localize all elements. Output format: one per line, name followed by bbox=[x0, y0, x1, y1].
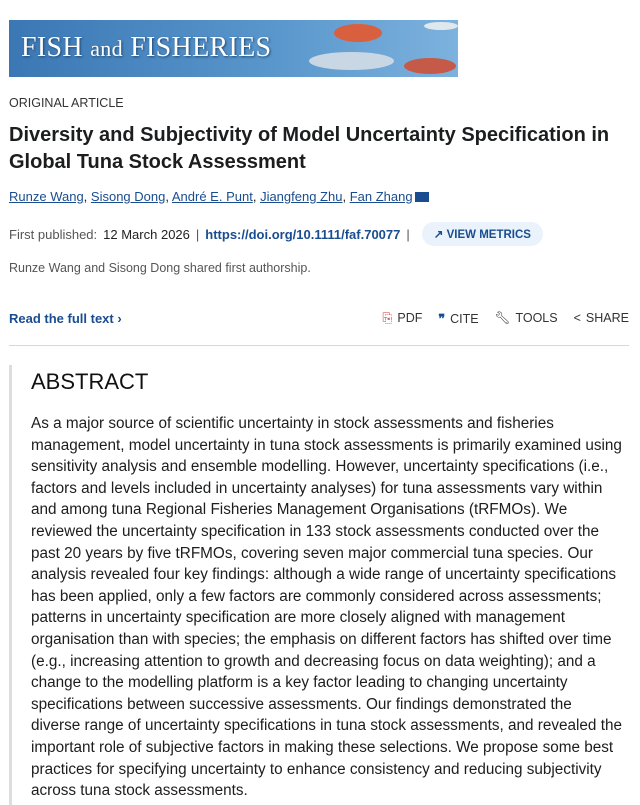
author-link[interactable]: André E. Punt bbox=[171, 189, 253, 204]
authorship-note: Runze Wang and Sisong Dong shared first authorship. bbox=[9, 261, 311, 275]
article-title: Diversity and Subjectivity of Model Uncertainty Specification in Global Tuna Stock Assessment bbox=[9, 124, 610, 173]
abstract-text: As a major source of scientific uncertainty in stock assessments and fisheries management, model uncertainty in tuna stock assessments is primarily examined using sensitivity analysis and ensemble modelling. However, uncertainty specifications (i.e., factors and levels included in uncertainty analyses) for tuna assessments vary within and among tuna Regional Fisheries Management Organisations (tRFMOs). We reviewed the uncertainty specification in 133 stock assessments conducted over the past 20 years by five tRFMOs, covering seven major commercial tuna species. Our analysis revealed four key findings: although a wide range of uncertainty specifications has been applied, only a few factors are commonly considered across assessments; patterns in uncertainty specification are more closely aligned with management organisation than with species; the emphasis on different factors has shifted over time (e.g., increasing attention to growth and decreasing focus on data weighting); and a change to the modelling platform is a key factor leading to changing uncertainty specifications between successive assessments. Our findings demonstrated the diverse range of uncertainty specifications in tuna stock assessments, and revealed the important role of subjective factors in making these selections. We propose some best practices for specifying uncertainty to enhance consistency and reducing subjectivity across tuna stock assessments. bbox=[31, 415, 622, 800]
pdf-icon: ⎘ bbox=[382, 311, 393, 325]
read-full-text-link[interactable]: Read the full text › bbox=[9, 311, 122, 326]
abstract-heading: ABSTRACT bbox=[31, 369, 149, 394]
fish-illustration bbox=[334, 24, 382, 42]
divider bbox=[9, 345, 629, 346]
trending-up-icon: ↗ bbox=[433, 229, 444, 241]
fish-illustration bbox=[424, 22, 458, 30]
published-label: First published: bbox=[9, 226, 98, 242]
view-metrics-button[interactable] bbox=[422, 222, 543, 246]
publication-info bbox=[9, 222, 543, 246]
email-icon[interactable] bbox=[415, 192, 429, 202]
share-button[interactable]: < SHARE bbox=[573, 311, 629, 325]
published-date: 12 March 2026 bbox=[103, 226, 190, 242]
wrench-icon: 🔧︎ bbox=[494, 311, 511, 325]
journal-logo: FISH and FISHERIES bbox=[21, 32, 272, 63]
pdf-button[interactable]: ⎘ PDF bbox=[382, 311, 423, 325]
fish-illustration bbox=[404, 58, 456, 74]
cite-button[interactable]: ❞ CITE bbox=[438, 312, 479, 326]
separator: | bbox=[406, 226, 410, 242]
author-link[interactable]: Runze Wang bbox=[9, 189, 84, 204]
abstract-section bbox=[9, 365, 630, 805]
quote-icon: ❞ bbox=[438, 312, 446, 326]
article-toolbar bbox=[382, 311, 629, 326]
author-link[interactable]: Fan Zhang bbox=[349, 189, 413, 204]
tools-button[interactable]: 🔧︎ TOOLS bbox=[494, 311, 558, 325]
journal-banner[interactable] bbox=[9, 20, 458, 77]
doi-link[interactable]: https://doi.org/10.1111/faf.70077 bbox=[205, 226, 401, 242]
share-icon: < bbox=[573, 311, 581, 325]
author-link[interactable]: Jiangfeng Zhu bbox=[260, 189, 343, 204]
author-link[interactable]: Sisong Dong bbox=[90, 189, 166, 204]
separator: | bbox=[195, 226, 200, 242]
article-type: ORIGINAL ARTICLE bbox=[9, 96, 124, 110]
fish-illustration bbox=[309, 52, 394, 70]
author-list: Runze Wang, Sisong Dong, André E. Punt, Jiangfeng Zhu, Fan Zhang bbox=[9, 189, 429, 204]
view-metrics-label: VIEW METRICS bbox=[446, 229, 531, 241]
